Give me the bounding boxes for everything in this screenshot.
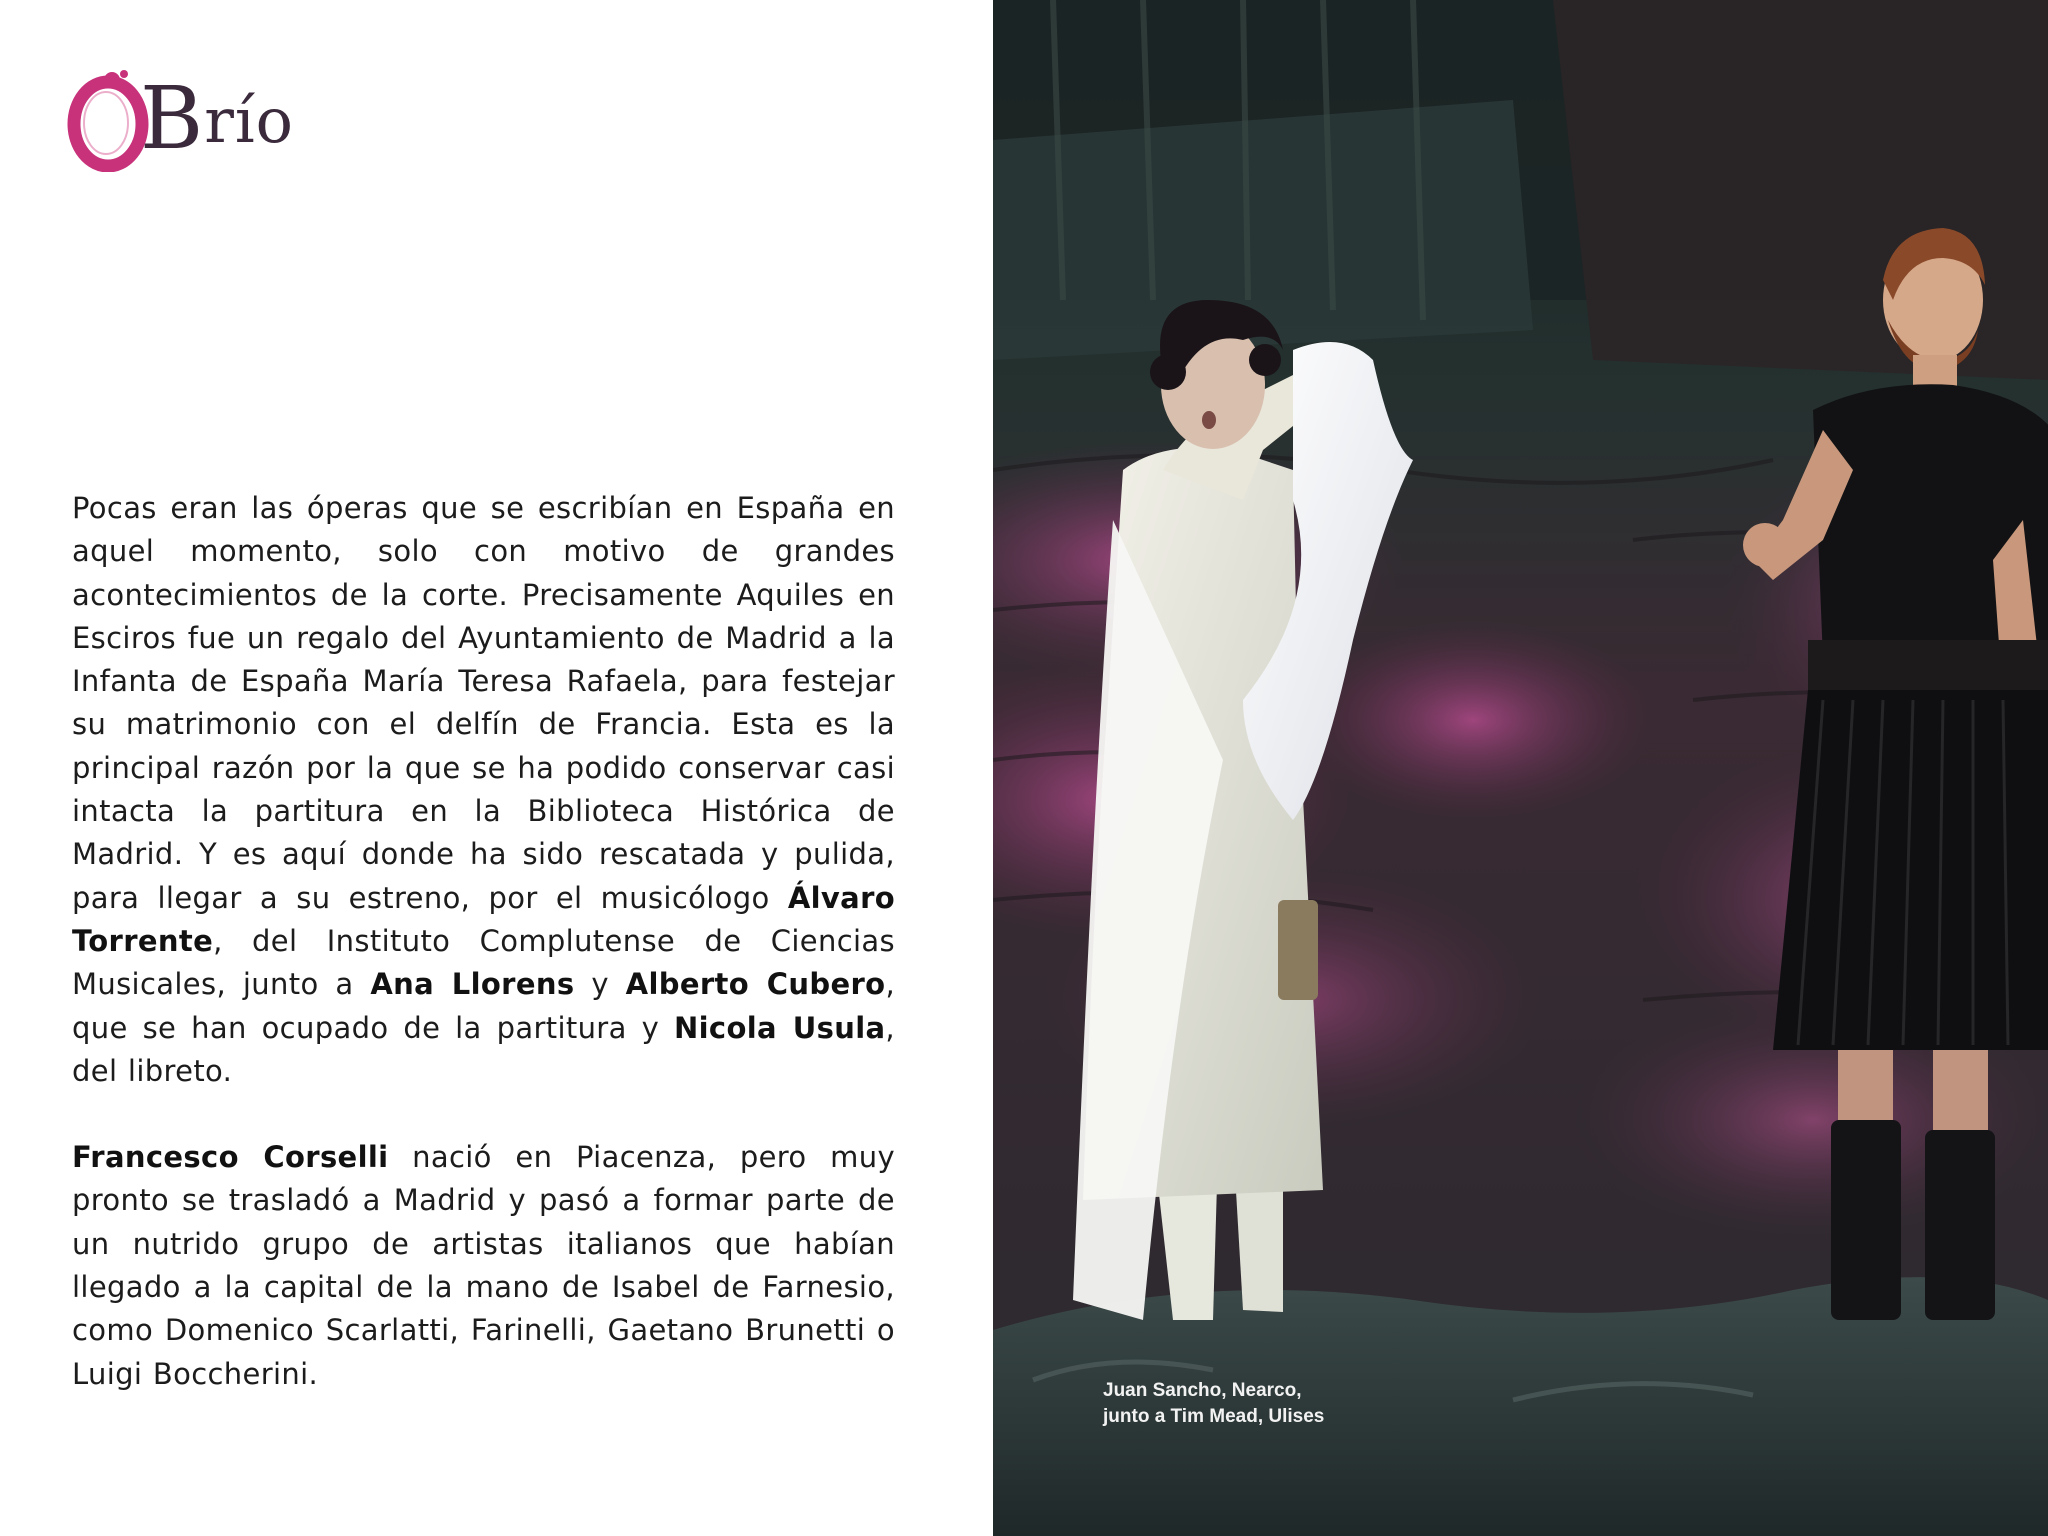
logo-wordmark-initial: B [140,69,205,169]
paragraph-1-text-5: , del libreto. [72,1010,895,1088]
paragraph-1-text-1: Pocas eran las óperas que se escribían en España en aquel momento, solo con motivo de grandes acontecimientos de la corte. Precisamente Aquiles en Esciros fue un regalo del Ayuntamiento de Madrid a la Infanta de España María Teresa Rafaela, para festejar su matrimonio con el delfín de Francia. Esta es la principal razón por la que se ha podido conservar casi intacta la partitura en la Biblioteca Histórica de Madrid. Y es aquí donde ha sido rescatada y pulida, para llegar a su estreno, por el musicólogo [72,491,895,915]
article-paragraph-1 [72,487,895,1093]
paragraph-1-text-4: , que se han ocupado de la partitura y [72,967,896,1045]
paragraph-1-text-2: , del Instituto Complutense de Ciencias Musicales, junto a [72,923,895,1002]
logo-wordmark-rest: río [204,84,294,157]
photo-caption [1103,1378,1324,1430]
text-column [0,0,993,1536]
article-paragraph-2 [72,1136,895,1396]
paragraph-2-text-1: nació en Piacenza, pero muy pronto se trasladó a Madrid y pasó a formar parte de un nutrido grupo de artistas italianos que habían llegado a la capital de la mano de Isabel de Farnesio, como Domenico Scarlatti, Farinelli, Gaetano Brunetti o Luigi Boccherini. [72,1140,895,1391]
stage-photo-illustration [993,0,2048,1536]
stage-photo [993,0,2048,1536]
paragraph-1-text-3: y [574,967,626,1002]
photo-caption-line-2: junto a Tim Mead, Ulises [1103,1406,1325,1427]
name-nicola-usula: Nicola Usula [674,1010,886,1045]
logo-wordmark [140,69,294,169]
photo-caption-line-1: Juan Sancho, Nearco, [1103,1380,1302,1401]
name-alvaro-torrente: Álvaro Torrente [72,880,895,958]
name-ana-llorens: Ana Llorens [370,967,575,1002]
article-body [72,487,895,1396]
name-alberto-cubero: Alberto Cubero [625,967,886,1002]
brio-logo [66,58,296,178]
name-francesco-corselli: Francesco Corselli [72,1140,389,1175]
